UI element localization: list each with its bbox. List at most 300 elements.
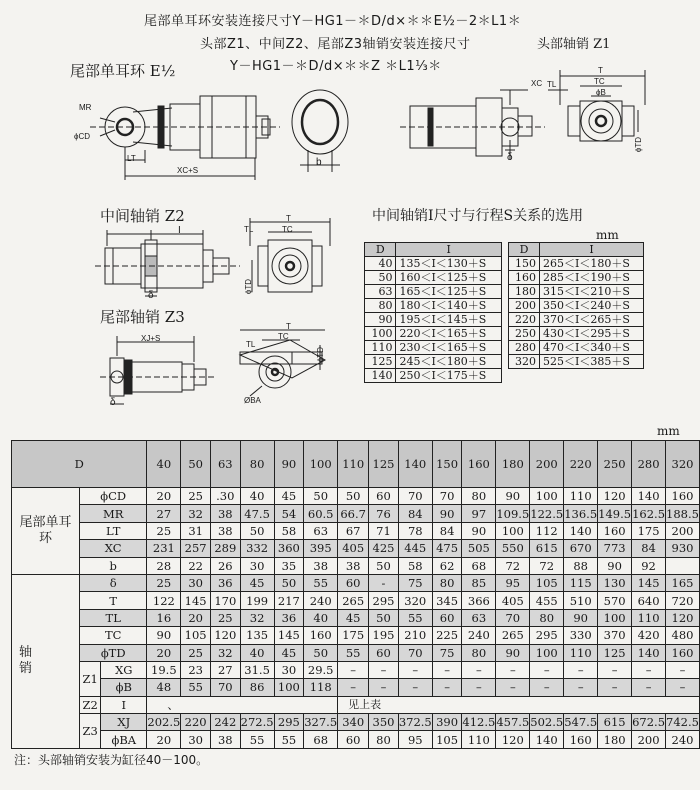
- bore-header: 80: [240, 441, 274, 488]
- table-row: [12, 609, 700, 626]
- table-cell: 670: [564, 540, 598, 557]
- bore-header: 40: [147, 441, 181, 488]
- table-cell: 90: [496, 488, 530, 505]
- table-cell: 25: [147, 522, 181, 539]
- table-cell: 295: [369, 592, 399, 609]
- table-cell: 742.5: [666, 715, 699, 730]
- selection-row: [365, 355, 502, 369]
- table-cell: 95: [398, 731, 432, 748]
- table-cell: 242: [210, 714, 240, 731]
- sel-i: 265＜I＜180＋S: [540, 257, 644, 271]
- table-cell: 84: [398, 505, 432, 522]
- table-cell: 70: [496, 609, 530, 626]
- row-label: TC: [80, 627, 147, 644]
- table-cell: 672.5: [632, 715, 666, 730]
- table-cell: 88: [564, 557, 598, 574]
- table-cell: 58: [274, 522, 304, 539]
- table-cell: 110: [632, 609, 666, 626]
- table-cell: 195: [369, 627, 399, 644]
- table-cell: 390: [432, 714, 462, 731]
- table-row: [12, 505, 700, 522]
- table-cell: 66.7: [338, 505, 369, 522]
- sel-col-d: D: [365, 243, 396, 257]
- table-cell: 445: [398, 540, 432, 557]
- table-cell: 105: [432, 731, 462, 748]
- table-cell: 90: [432, 505, 462, 522]
- sel-i: 250＜I＜175＋S: [396, 369, 502, 383]
- table-cell: 50: [240, 522, 274, 539]
- sel-i: 160＜I＜125＋S: [396, 271, 502, 285]
- dimension-table: [11, 440, 700, 749]
- table-cell: 72: [496, 557, 530, 574]
- selection-title: 中间轴销I尺寸与行程S关系的选用: [372, 208, 584, 224]
- table-cell: 295: [274, 714, 304, 731]
- table-cell: 40: [304, 609, 338, 626]
- row-label: TL: [80, 609, 147, 626]
- row-label: XJ: [101, 714, 147, 731]
- i-see-table: 见上表: [338, 696, 700, 713]
- row-label: δ: [80, 574, 147, 591]
- label-z3-delta: δ: [110, 397, 116, 408]
- table-cell: 455: [530, 592, 564, 609]
- table-cell: 175: [632, 522, 666, 539]
- bore-header: 50: [181, 441, 211, 488]
- table-cell: 38: [210, 505, 240, 522]
- table-cell: 25: [147, 574, 181, 591]
- table-cell: 50: [369, 557, 399, 574]
- sel-d: 220: [509, 313, 540, 327]
- bore-header: 320: [666, 441, 700, 488]
- label-lt: LT: [127, 154, 136, 163]
- table-cell: 67: [338, 522, 369, 539]
- table-cell: 47.5: [240, 505, 274, 522]
- table-cell: 122.5: [530, 506, 564, 521]
- table-cell: 85: [462, 574, 496, 591]
- table-cell: –: [632, 661, 666, 678]
- selection-row: [509, 271, 644, 285]
- table-row: [12, 696, 700, 713]
- table-cell: 90: [147, 627, 181, 644]
- selection-table-right: [508, 242, 644, 369]
- sel-i: 135＜I＜130＋S: [396, 257, 502, 271]
- table-cell: 80: [369, 731, 399, 748]
- table-cell: 112: [530, 522, 564, 539]
- table-cell: 55: [181, 679, 211, 696]
- sel-i: 370＜I＜265＋S: [540, 313, 644, 327]
- table-cell: 160: [304, 627, 338, 644]
- table-cell: 26: [210, 557, 240, 574]
- sel-i: 195＜I＜145＋S: [396, 313, 502, 327]
- table-cell: 38: [210, 522, 240, 539]
- table-cell: 327.5: [304, 715, 338, 730]
- row-label: ϕCD: [80, 488, 147, 505]
- table-cell: 149.5: [598, 506, 632, 521]
- z2-title: 中间轴销 Z2: [100, 207, 185, 225]
- table-cell: 570: [598, 592, 632, 609]
- table-cell: 55: [304, 574, 338, 591]
- table-cell: 240: [666, 731, 700, 748]
- table-head-d: D: [12, 441, 147, 488]
- table-cell: -: [369, 574, 399, 591]
- table-cell: –: [530, 679, 564, 696]
- selection-row: [509, 327, 644, 341]
- selection-row: [509, 341, 644, 355]
- table-cell: 160: [666, 488, 700, 505]
- table-cell: 71: [369, 522, 399, 539]
- label-z1-td: ϕTD: [634, 136, 644, 153]
- table-cell: 20: [181, 609, 211, 626]
- table-cell: 30: [181, 574, 211, 591]
- table-cell: –: [462, 661, 496, 678]
- sel-d: 40: [365, 257, 396, 271]
- bore-header: 63: [210, 441, 240, 488]
- table-cell: 240: [462, 627, 496, 644]
- table-cell: 320: [398, 592, 432, 609]
- row-label: MR: [80, 505, 147, 522]
- table-row: [12, 661, 700, 678]
- table-cell: 550: [496, 540, 530, 557]
- table-cell: –: [432, 679, 462, 696]
- sel-d: 140: [365, 369, 396, 383]
- table-cell: 210: [398, 627, 432, 644]
- table-cell: 425: [369, 540, 399, 557]
- table-cell: 160: [564, 731, 598, 748]
- table-cell: 97: [462, 505, 496, 522]
- table-cell: 70: [210, 679, 240, 696]
- row-label: LT: [80, 522, 147, 539]
- selection-row: [365, 369, 502, 383]
- table-row: [12, 540, 700, 557]
- table-cell: 547.5: [564, 715, 598, 730]
- table-cell: 502.5: [530, 715, 564, 730]
- z3-title: 尾部轴销 Z3: [100, 308, 185, 326]
- table-cell: 257: [181, 540, 211, 557]
- table-cell: 32: [181, 505, 211, 522]
- row-label: T: [80, 592, 147, 609]
- selection-row: [365, 341, 502, 355]
- table-cell: 38: [338, 557, 369, 574]
- table-cell: 45: [274, 644, 304, 661]
- sel-i: 230＜I＜165＋S: [396, 341, 502, 355]
- table-cell: 50: [338, 488, 369, 505]
- table-cell: 130: [598, 574, 632, 591]
- label-z3-t: T: [286, 322, 291, 331]
- table-cell: 50: [274, 574, 304, 591]
- e2-title: 尾部单耳环 E½: [70, 62, 176, 80]
- sel-d: 110: [365, 341, 396, 355]
- bore-header: 200: [530, 441, 564, 488]
- table-cell: 110: [462, 731, 496, 748]
- table-cell: 60: [338, 574, 369, 591]
- bore-header: 220: [564, 441, 598, 488]
- selection-row: [509, 299, 644, 313]
- table-cell: 773: [598, 540, 632, 557]
- table-row: [12, 557, 700, 574]
- table-cell: 84: [632, 540, 666, 557]
- table-cell: 405: [338, 540, 369, 557]
- table-cell: 110: [564, 488, 598, 505]
- table-cell: 62: [432, 557, 462, 574]
- table-cell: 80: [462, 644, 496, 661]
- table-cell: 366: [462, 592, 496, 609]
- table-cell: 120: [496, 731, 530, 748]
- table-cell: 50: [304, 488, 338, 505]
- table-cell: 68: [304, 731, 338, 748]
- table-cell: 35: [274, 557, 304, 574]
- table-cell: 118: [304, 679, 338, 696]
- table-cell: 60: [432, 609, 462, 626]
- table-row: [12, 627, 700, 644]
- table-cell: 289: [210, 540, 240, 557]
- selection-row: [365, 313, 502, 327]
- table-cell: 120: [598, 488, 632, 505]
- bore-header: 250: [598, 441, 632, 488]
- table-cell: 29.5: [304, 661, 338, 678]
- table-cell: 70: [398, 644, 432, 661]
- table-cell: 90: [598, 557, 632, 574]
- z2-label: Z2: [80, 696, 101, 713]
- table-cell: 395: [304, 540, 338, 557]
- table-row: [12, 644, 700, 661]
- table-cell: 140: [530, 731, 564, 748]
- table-cell: 140: [632, 644, 666, 661]
- table-cell: 225: [432, 627, 462, 644]
- table-cell: 92: [632, 557, 666, 574]
- table-cell: 265: [338, 592, 369, 609]
- z3-label: Z3: [80, 714, 101, 749]
- table-cell: 20: [147, 488, 181, 505]
- sel-i: 220＜I＜165＋S: [396, 327, 502, 341]
- table-cell: 31: [181, 522, 211, 539]
- table-cell: –: [338, 679, 369, 696]
- table-cell: 720: [666, 592, 700, 609]
- table-cell: 160: [598, 522, 632, 539]
- table-cell: 105: [181, 627, 211, 644]
- table-cell: 145: [181, 592, 211, 609]
- table-cell: 136.5: [564, 506, 598, 521]
- table-cell: 510: [564, 592, 598, 609]
- table-cell: 120: [210, 627, 240, 644]
- table-cell: 475: [432, 540, 462, 557]
- table-cell: 38: [304, 557, 338, 574]
- table-cell: 50: [369, 609, 399, 626]
- table-cell: [666, 557, 700, 574]
- table-cell: 105: [530, 574, 564, 591]
- table-cell: –: [462, 679, 496, 696]
- title-z-code: Y－HG1－＊D/d×＊＊Z ＊L1⅓＊: [230, 59, 442, 74]
- table-cell: 202.5: [147, 715, 181, 730]
- table-cell: 100: [530, 488, 564, 505]
- table-cell: 70: [432, 488, 462, 505]
- table-cell: 115: [564, 574, 598, 591]
- selection-row: [365, 271, 502, 285]
- sel-i: 180＜I＜140＋S: [396, 299, 502, 313]
- label-z1-t: T: [598, 66, 603, 75]
- table-cell: 162.5: [632, 506, 666, 521]
- table-cell: 60: [369, 488, 399, 505]
- sel-d: 160: [509, 271, 540, 285]
- table-cell: 480: [666, 627, 700, 644]
- table-cell: 90: [564, 609, 598, 626]
- table-cell: 180: [598, 731, 632, 748]
- table-row: [12, 679, 700, 696]
- table-cell: 25: [181, 644, 211, 661]
- label-z1-delta: δ: [507, 152, 513, 163]
- table-cell: 90: [496, 644, 530, 661]
- bore-header: 180: [496, 441, 530, 488]
- table-cell: 125: [598, 644, 632, 661]
- table-cell: 145: [632, 574, 666, 591]
- row-label: ϕTD: [80, 644, 147, 661]
- bore-header: 140: [398, 441, 432, 488]
- sel-d: 63: [365, 285, 396, 299]
- table-cell: 45: [274, 488, 304, 505]
- sel-i: 245＜I＜180＋S: [396, 355, 502, 369]
- bore-header: 160: [462, 441, 496, 488]
- label-z2-tl: TL: [244, 225, 254, 234]
- sel-d: 125: [365, 355, 396, 369]
- table-cell: –: [564, 661, 598, 678]
- table-cell: 640: [632, 592, 666, 609]
- sel-d: 180: [509, 285, 540, 299]
- table-cell: 412.5: [462, 715, 496, 730]
- table-cell: 70: [398, 488, 432, 505]
- table-cell: 95: [496, 574, 530, 591]
- sel-i: 430＜I＜295＋S: [540, 327, 644, 341]
- label-z2-tc: TC: [282, 225, 293, 234]
- table-cell: 40: [240, 488, 274, 505]
- table-cell: 420: [632, 627, 666, 644]
- group-label: 轴销: [12, 574, 80, 748]
- table-cell: 110: [564, 644, 598, 661]
- table-cell: 40: [240, 644, 274, 661]
- table-row: [12, 731, 700, 748]
- table-cell: 16: [147, 609, 181, 626]
- table-cell: 55: [398, 609, 432, 626]
- table-cell: 36: [210, 574, 240, 591]
- sel-col-d: D: [509, 243, 540, 257]
- selection-row: [509, 355, 644, 369]
- table-cell: 199: [240, 592, 274, 609]
- table-cell: 80: [462, 488, 496, 505]
- table-cell: 188.5: [666, 506, 699, 521]
- table-row: [12, 522, 700, 539]
- sel-i: 285＜I＜190＋S: [540, 271, 644, 285]
- table-cell: 80: [530, 609, 564, 626]
- row-label: ϕBA: [101, 731, 147, 748]
- table-cell: 360: [274, 540, 304, 557]
- table-cell: 55: [274, 731, 304, 748]
- table-cell: 332: [240, 540, 274, 557]
- table-cell: 345: [432, 592, 462, 609]
- sel-col-i: I: [540, 243, 644, 257]
- table-cell: –: [598, 661, 632, 678]
- table-cell: 80: [432, 574, 462, 591]
- table-cell: 50: [304, 644, 338, 661]
- table-cell: 175: [338, 627, 369, 644]
- selection-row: [509, 257, 644, 271]
- bore-header: 150: [432, 441, 462, 488]
- table-cell: 30: [274, 661, 304, 678]
- table-cell: 340: [338, 714, 369, 731]
- title-z: 头部Z1、中间Z2、尾部Z3轴销安装连接尺寸: [200, 37, 471, 52]
- table-cell: 28: [147, 557, 181, 574]
- table-cell: –: [496, 679, 530, 696]
- bore-header: 280: [632, 441, 666, 488]
- group-label: 尾部单耳环: [12, 488, 80, 575]
- table-cell: –: [369, 679, 399, 696]
- table-cell: 90: [462, 522, 496, 539]
- label-z1-b: ϕB: [596, 88, 606, 97]
- sel-i: 350＜I＜240＋S: [540, 299, 644, 313]
- table-cell: 457.5: [496, 715, 530, 730]
- table-cell: 120: [666, 609, 700, 626]
- table-cell: 72: [530, 557, 564, 574]
- label-xcs: XC+S: [177, 166, 199, 175]
- selection-row: [365, 327, 502, 341]
- row-label: ϕB: [101, 679, 147, 696]
- table-cell: –: [666, 679, 700, 696]
- selection-row: [509, 285, 644, 299]
- table-cell: 30: [240, 557, 274, 574]
- bore-header: 110: [338, 441, 369, 488]
- table-cell: 370: [598, 627, 632, 644]
- table-cell: 63: [304, 522, 338, 539]
- sel-d: 150: [509, 257, 540, 271]
- label-cd: ϕCD: [74, 132, 91, 141]
- sel-i: 165＜I＜125＋S: [396, 285, 502, 299]
- table-cell: 20: [147, 644, 181, 661]
- table-cell: 140: [632, 488, 666, 505]
- sel-d: 320: [509, 355, 540, 369]
- table-cell: 231: [147, 540, 181, 557]
- table-cell: 217: [274, 592, 304, 609]
- label-z3-td: ϕTD: [316, 346, 326, 363]
- table-cell: 31.5: [240, 661, 274, 678]
- label-z3-tc: TC: [278, 332, 289, 341]
- sel-i: 315＜I＜210＋S: [540, 285, 644, 299]
- selection-row: [365, 299, 502, 313]
- selection-unit: mm: [596, 228, 619, 242]
- sel-i: 525＜I＜385＋S: [540, 355, 644, 369]
- table-cell: 405: [496, 592, 530, 609]
- title-e2: 尾部单耳环安装连接尺寸Y－HG1－＊D/d×＊＊E½－2＊L1＊: [144, 14, 522, 29]
- table-cell: 140: [564, 522, 598, 539]
- row-label: XG: [101, 661, 147, 678]
- table-cell: 122: [147, 592, 181, 609]
- table-cell: –: [338, 661, 369, 678]
- selection-table-left: [364, 242, 502, 383]
- table-cell: 60: [338, 731, 369, 748]
- sel-col-i: I: [396, 243, 502, 257]
- table-cell: 160: [666, 644, 700, 661]
- table-cell: 32: [240, 609, 274, 626]
- table-cell: 78: [398, 522, 432, 539]
- table-cell: 200: [666, 522, 700, 539]
- footnote: 注：头部轴销安装为缸径40－100。: [14, 753, 209, 767]
- table-cell: 505: [462, 540, 496, 557]
- table-cell: .30: [210, 488, 240, 505]
- label-z1-tl: TL: [547, 80, 557, 89]
- table-cell: 350: [369, 714, 399, 731]
- table-cell: 22: [181, 557, 211, 574]
- table-cell: –: [369, 661, 399, 678]
- table-cell: 76: [369, 505, 399, 522]
- table-cell: 135: [240, 627, 274, 644]
- table-cell: –: [564, 679, 598, 696]
- table-cell: –: [530, 661, 564, 678]
- table-cell: 27: [147, 505, 181, 522]
